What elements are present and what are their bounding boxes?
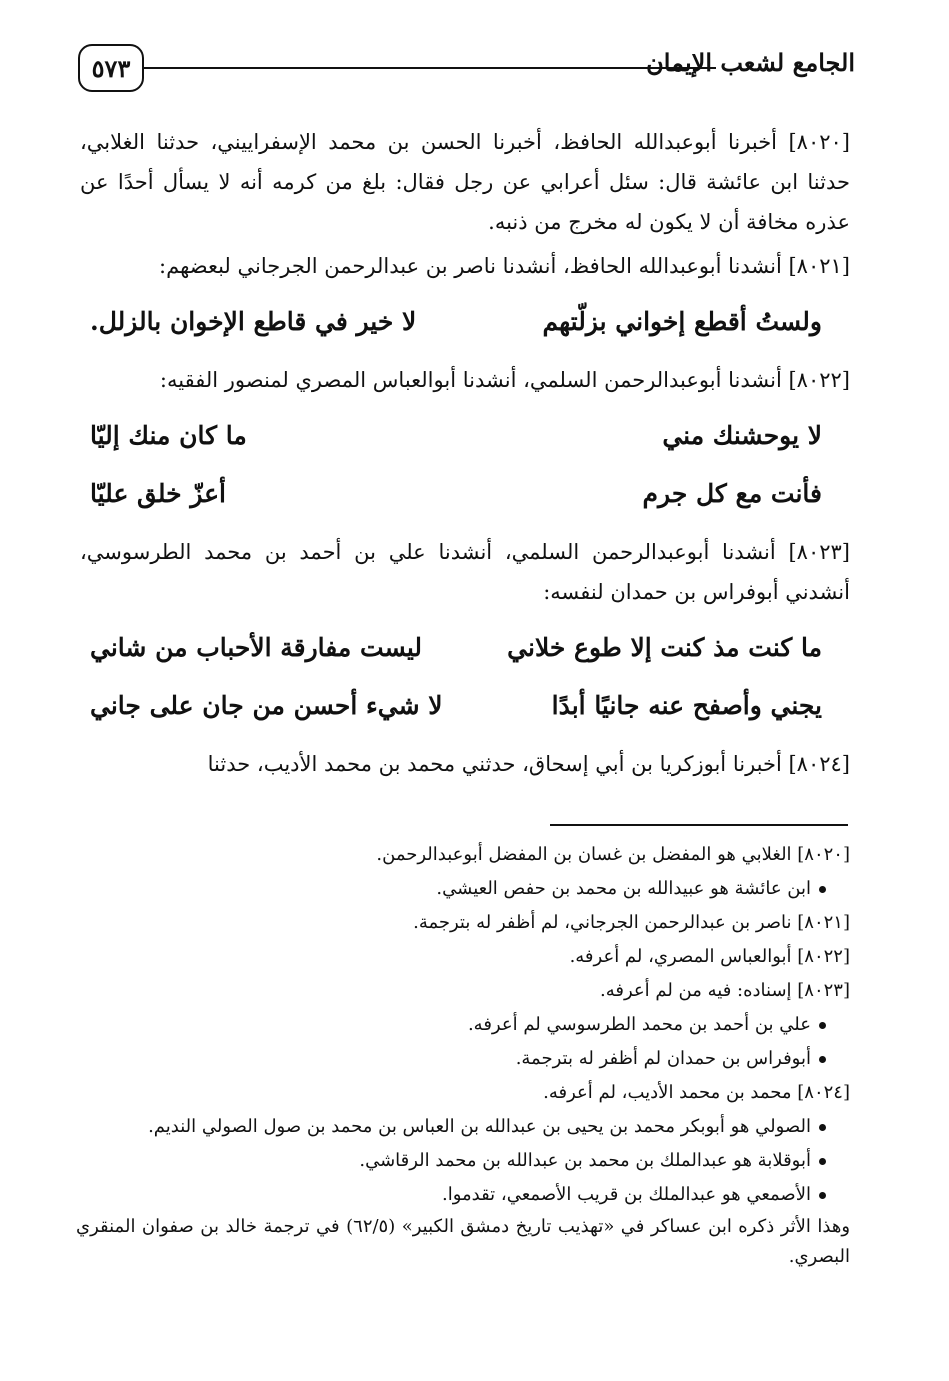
footnote-8020: [٨٠٢٠] الغلابي هو المفضل بن غسان بن المفضل أبوعبدالرحمن. bbox=[376, 844, 850, 865]
footnote-8022: [٨٠٢٢] أبوالعباس المصري، لم أعرفه. bbox=[569, 946, 850, 967]
footnote-bullet-text: علي بن أحمد بن محمد الطرسوسي لم أعرفه. bbox=[467, 1014, 811, 1035]
hemistich-right: ما كنت مذ كنت إلا طوع خلاني bbox=[507, 632, 822, 662]
bullet-icon bbox=[819, 886, 826, 893]
verse bbox=[80, 292, 850, 350]
page-number: ٥٧٣ bbox=[78, 44, 144, 92]
footnote-bullet-text: الأصمعي هو عبدالملك بن قريب الأصمعي، تقدموا. bbox=[441, 1184, 811, 1205]
footnote-8021: [٨٠٢١] ناصر بن عبدالرحمن الجرجاني، لم أظفر له بترجمة. bbox=[413, 912, 850, 933]
verse bbox=[80, 676, 850, 734]
hemistich-right: فأنت مع كل جرم bbox=[642, 478, 822, 508]
footnote-bullet bbox=[76, 1042, 850, 1076]
hemistich-right: لا يوحشنك مني bbox=[662, 420, 822, 450]
footnote-bullet bbox=[76, 1178, 850, 1212]
header-rule bbox=[140, 67, 716, 69]
footnote-bullet-text: ابن عائشة هو عبيدالله بن محمد بن حفص العيشي. bbox=[436, 878, 811, 899]
paragraph-8023: [٨٠٢٣] أنشدنا أبوعبدالرحمن السلمي، أنشدنا علي بن أحمد بن محمد الطرسوسي، أنشدني أبوفراس بن حمدان لنفسه: bbox=[80, 540, 850, 604]
paragraph-8024: [٨٠٢٤] أخبرنا أبوزكريا بن أبي إسحاق، حدثني محمد بن محمد الأديب، حدثنا bbox=[207, 752, 850, 776]
bullet-icon bbox=[819, 1158, 826, 1165]
footnote-bullet bbox=[76, 872, 850, 906]
footnote-bullet bbox=[76, 1110, 850, 1144]
main-text bbox=[80, 122, 850, 788]
footnote-bullet-text: الصولي هو أبوبكر محمد بن يحيى بن عبدالله بن العباس بن محمد بن صول الصولي النديم. bbox=[148, 1116, 811, 1137]
running-title: الجامع لشعب الإيمان bbox=[646, 48, 855, 77]
hemistich-left: ليست مفارقة الأحباب من شاني bbox=[90, 632, 423, 662]
hemistich-right: يجني وأصفح عنه جانيًا أبدًا bbox=[551, 690, 822, 720]
bullet-icon bbox=[819, 1022, 826, 1029]
footnote-bullet-text: أبوفراس بن حمدان لم أظفر له بترجمة. bbox=[515, 1048, 811, 1069]
hemistich-left: لا خير في قاطع الإخوان بالزلل. bbox=[90, 306, 417, 336]
footnotes bbox=[76, 838, 850, 1272]
footnote-bullet bbox=[76, 1144, 850, 1178]
verse bbox=[80, 464, 850, 522]
verse bbox=[80, 406, 850, 464]
paragraph-8021: [٨٠٢١] أنشدنا أبوعبدالله الحافظ، أنشدنا ناصر بن عبدالرحمن الجرجاني لبعضهم: bbox=[159, 254, 850, 278]
bullet-icon bbox=[819, 1056, 826, 1063]
footnote-8023: [٨٠٢٣] إسناده: فيه من لم أعرفه. bbox=[600, 980, 850, 1001]
paragraph-8022: [٨٠٢٢] أنشدنا أبوعبدالرحمن السلمي، أنشدنا أبوالعباس المصري لمنصور الفقيه: bbox=[159, 368, 850, 392]
hemistich-left: لا شيء أحسن من جان على جاني bbox=[90, 690, 443, 720]
poem-8022 bbox=[80, 406, 850, 522]
bullet-icon bbox=[819, 1192, 826, 1199]
footnote-bullet-text: أبوقلابة هو عبدالملك بن محمد بن عبدالله بن محمد الرقاشي. bbox=[359, 1150, 811, 1171]
paragraph-8020: [٨٠٢٠] أخبرنا أبوعبدالله الحافظ، أخبرنا الحسن بن محمد الإسفراييني، حدثنا الغلابي، حدثنا ابن عائشة قال: سئل أعرابي عن رجل فقال: بلغ من كرمه أنه لا يسأل أحدًا عن عذره مخافة أن لا يكون له مخرج من ذنبه. bbox=[80, 130, 850, 234]
poem-8021 bbox=[80, 292, 850, 350]
hemistich-left: أعزّ خلق عليّا bbox=[90, 478, 226, 508]
footnote-separator bbox=[550, 824, 848, 826]
bullet-icon bbox=[819, 1124, 826, 1131]
verse bbox=[80, 618, 850, 676]
hemistich-right: ولستُ أقطع إخواني بزلّتهم bbox=[542, 306, 822, 336]
poem-8023 bbox=[80, 618, 850, 734]
hemistich-left: ما كان منك إليّا bbox=[90, 420, 247, 450]
footnote-closing: وهذا الأثر ذكره ابن عساكر في «تهذيب تاريخ دمشق الكبير» (٦٢/٥) في ترجمة خالد بن صفوان المنقري البصري. bbox=[76, 1216, 851, 1267]
footnote-8024: [٨٠٢٤] محمد بن محمد الأديب، لم أعرفه. bbox=[543, 1082, 850, 1103]
page-header bbox=[70, 40, 855, 102]
footnote-bullet bbox=[76, 1008, 850, 1042]
